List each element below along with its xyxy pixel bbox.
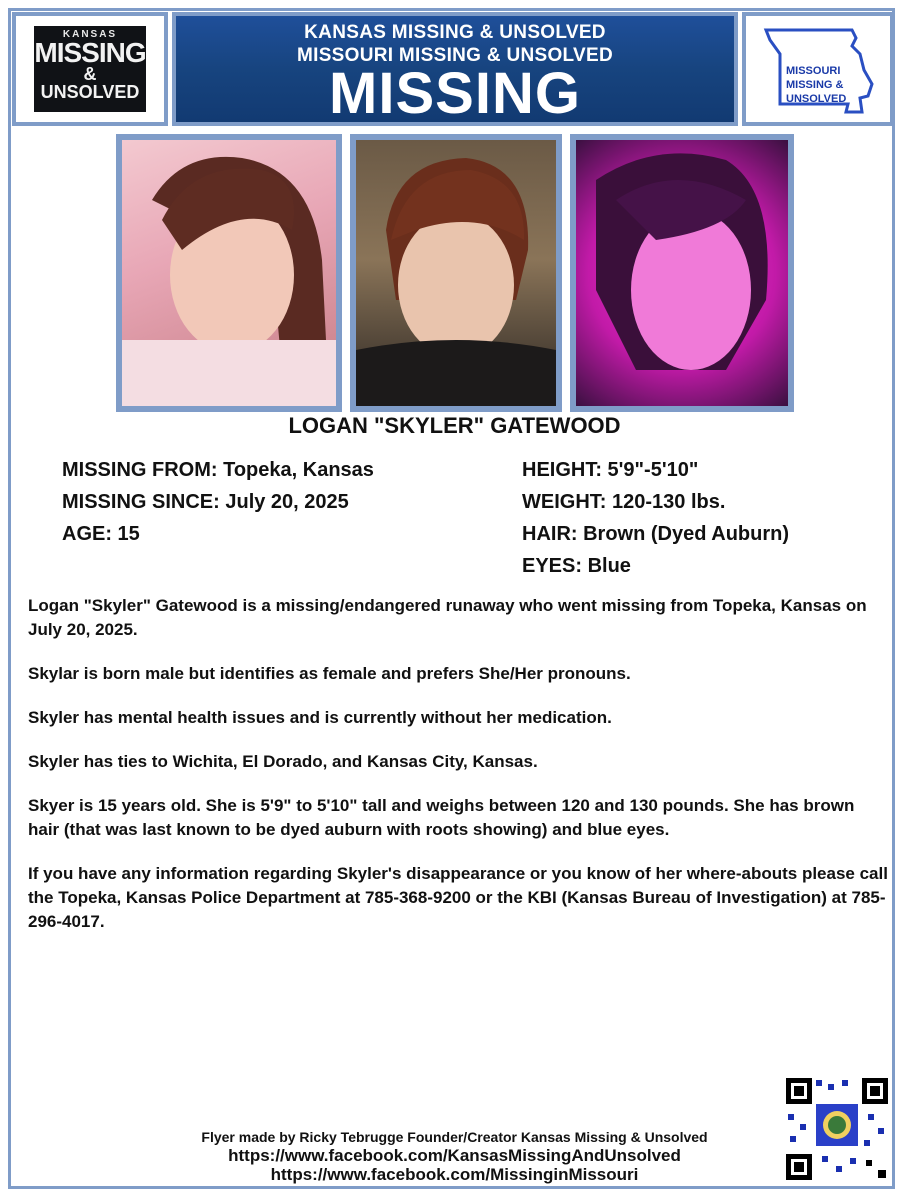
missouri-logo-line3: UNSOLVED	[786, 93, 847, 105]
missouri-logo-line2: MISSING &	[786, 79, 844, 91]
qr-code[interactable]	[782, 1074, 892, 1184]
qr-code-icon	[782, 1074, 892, 1184]
hair: HAIR: Brown (Dyed Auburn)	[522, 523, 790, 545]
eyes: EYES: Blue	[522, 555, 631, 577]
missouri-logo-line1: MISSOURI	[786, 65, 841, 77]
title-line-missouri: MISSOURI MISSING & UNSOLVED	[297, 45, 613, 66]
portrait-2-image	[356, 140, 556, 406]
description-p5: Skyer is 15 years old. She is 5'9" to 5'10" tall and weighs between 120 and 130 pounds. She has brown hair (that was last known to be dyed auburn with roots showing) and blue eyes.	[28, 796, 855, 839]
logo-missing-text: MISSING	[34, 37, 146, 68]
missing-since: MISSING SINCE: July 20, 2025	[62, 491, 349, 513]
missouri-logo-text	[786, 64, 846, 106]
age: AGE: 15	[62, 523, 140, 545]
missing-from: MISSING FROM: Topeka, Kansas	[62, 459, 374, 481]
stats-right	[522, 454, 789, 582]
description-p4: Skyler has ties to Wichita, El Dorado, and Kansas City, Kansas.	[28, 752, 538, 771]
photo-2	[350, 134, 562, 412]
description-p3: Skyler has mental health issues and is currently without her medication.	[28, 708, 612, 727]
logo-unsolved-text: UNSOLVED	[40, 82, 140, 102]
portrait-3-image	[576, 140, 788, 406]
logo-amp-text: &	[83, 64, 97, 84]
title-missing: MISSING	[329, 61, 581, 126]
flyer-credit: Flyer made by Ricky Tebrugge Founder/Creator Kansas Missing & Unsolved	[201, 1129, 708, 1145]
description-p2: Skylar is born male but identifies as female and prefers She/Her pronouns.	[28, 664, 631, 683]
logo-kansas-text: KANSAS	[62, 29, 118, 40]
description-p1: Logan "Skyler" Gatewood is a missing/endangered runaway who went missing from Topeka, Kansas on July 20, 2025.	[28, 596, 867, 639]
title-banner	[172, 12, 738, 126]
title-line-kansas: KANSAS MISSING & UNSOLVED	[304, 22, 606, 43]
person-name: LOGAN "SKYLER" GATEWOOD	[288, 413, 621, 438]
footer	[0, 1128, 909, 1184]
weight: WEIGHT: 120-130 lbs.	[522, 491, 726, 513]
description-p6: If you have any information regarding Skyler's disappearance or you know of her where-abouts please call the Topeka, Kansas Police Department at 785-368-9200 or the KBI (Kansas Bureau of Investigation) at 785-296-4017.	[28, 864, 888, 931]
kansas-missing-logo	[12, 12, 168, 126]
facebook-link-kansas[interactable]: https://www.facebook.com/KansasMissingAndUnsolved	[228, 1146, 681, 1165]
photo-3	[570, 134, 794, 412]
photo-1	[116, 134, 342, 412]
missouri-missing-logo	[742, 12, 894, 126]
height: HEIGHT: 5'9"-5'10"	[522, 459, 699, 481]
portrait-1-image	[122, 140, 336, 406]
facebook-link-missouri[interactable]: https://www.facebook.com/MissinginMissouri	[270, 1165, 639, 1184]
description	[28, 594, 888, 954]
stats-left	[62, 454, 374, 550]
